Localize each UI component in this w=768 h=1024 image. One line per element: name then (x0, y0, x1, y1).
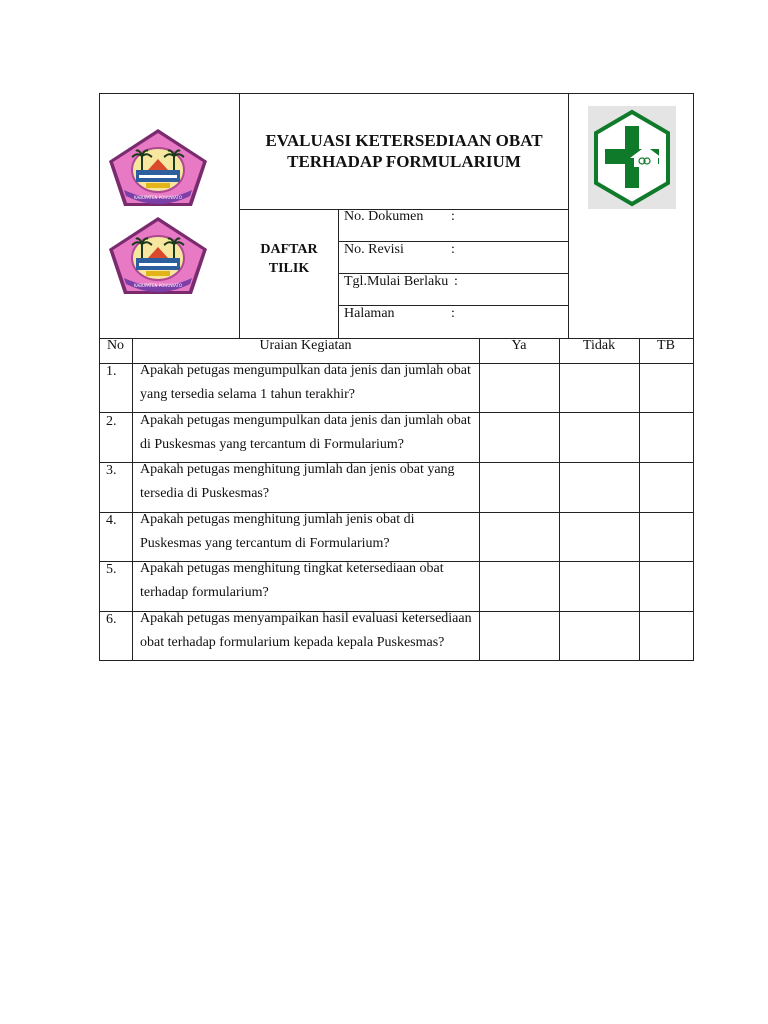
title-line-1: EVALUASI KETERSEDIAAN OBAT (265, 131, 543, 150)
question-line: yang tersedia selama 1 tahun terakhir? (140, 387, 355, 402)
meta-colon: : (451, 209, 455, 224)
row-number: 6. (106, 612, 117, 627)
row-number: 1. (106, 364, 117, 379)
col-header-yes: Ya (511, 338, 527, 353)
col-divider (132, 338, 133, 660)
row-number: 2. (106, 414, 117, 429)
question-line: Apakah petugas mengumpulkan data jenis dan jumlah obat (140, 413, 471, 428)
col-header-tb: TB (657, 338, 675, 353)
question-line: Apakah petugas mengumpulkan data jenis dan jumlah obat (140, 363, 471, 378)
row-question (140, 607, 474, 655)
question-line: obat terhadap formularium kepada kepala Puskesmas? (140, 635, 445, 650)
left-border (99, 93, 100, 661)
row-question (140, 458, 474, 506)
meta-colon: : (454, 274, 458, 289)
row-question (140, 359, 474, 407)
meta-revision-label: No. Revisi (344, 242, 404, 257)
col-divider (479, 338, 480, 660)
question-line: Apakah petugas menyampaikan hasil evaluasi ketersediaan (140, 611, 472, 626)
row-number: 3. (106, 463, 117, 478)
meta-colon: : (451, 242, 455, 257)
row-number: 5. (106, 562, 117, 577)
col-header-no-answer: Tidak (582, 338, 616, 353)
meta-document-number-label: No. Dokumen (344, 209, 424, 224)
daftar-line-1: DAFTAR (260, 242, 318, 257)
row-question (140, 508, 474, 556)
puskesmas-logo (588, 106, 676, 209)
header-divider-right (568, 93, 569, 338)
title-line-2: TERHADAP FORMULARIUM (287, 152, 521, 171)
question-line: Apakah petugas menghitung jumlah dan jenis obat yang (140, 462, 455, 477)
regional-emblem-top (106, 126, 210, 210)
right-border (693, 93, 694, 661)
regional-emblem-bottom (106, 214, 210, 298)
daftar-line-2: TILIK (268, 261, 310, 276)
question-line: di Puskesmas yang tercantum di Formularium? (140, 437, 405, 452)
question-line: Puskesmas yang tercantum di Formularium? (140, 536, 390, 551)
col-divider (639, 338, 640, 660)
row-question (140, 557, 474, 605)
col-header-description: Uraian Kegiatan (259, 338, 352, 353)
col-header-no: No (106, 338, 125, 353)
row-number: 4. (106, 513, 117, 528)
col-divider (559, 338, 560, 660)
question-line: Apakah petugas menghitung jumlah jenis obat di (140, 512, 415, 527)
row-question (140, 409, 474, 457)
header-top-border (99, 93, 694, 94)
meta-colon: : (451, 306, 455, 321)
meta-effective-date-label: Tgl.Mulai Berlaku (344, 274, 449, 289)
question-line: terhadap formularium? (140, 585, 269, 600)
svg-text:KABUPATEN POHUWATO: KABUPATEN POHUWATO (133, 195, 183, 200)
checklist-label (240, 240, 338, 278)
meta-page-label: Halaman (344, 306, 395, 321)
question-line: tersedia di Puskesmas? (140, 486, 270, 501)
table-bottom-border (99, 660, 694, 661)
document-title (240, 130, 568, 172)
svg-text:KABUPATEN POHUWATO: KABUPATEN POHUWATO (133, 283, 183, 288)
question-line: Apakah petugas menghitung tingkat ketersediaan obat (140, 561, 444, 576)
